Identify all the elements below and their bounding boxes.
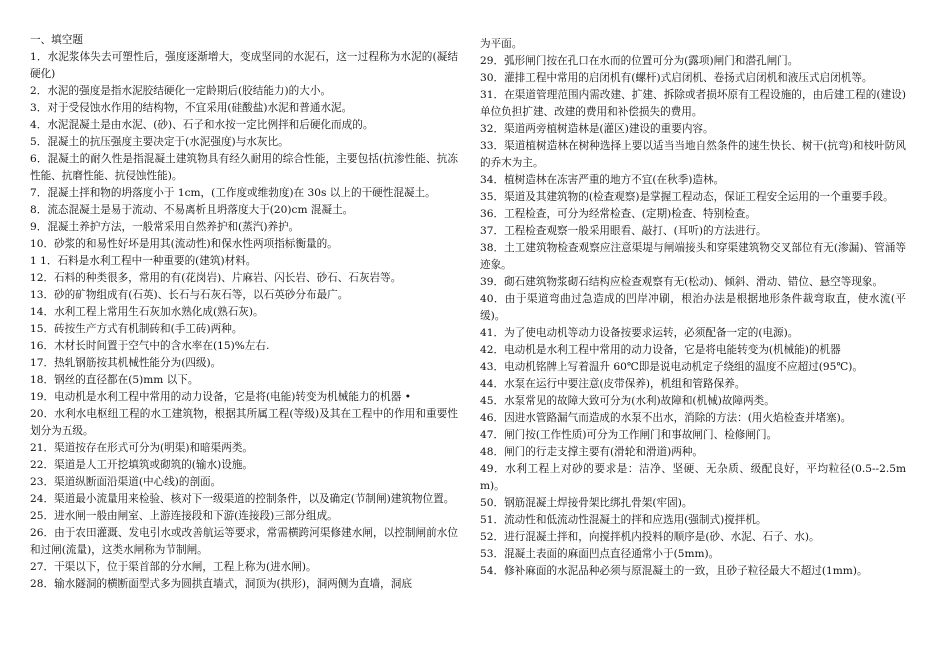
question-item: 20．水利水电枢纽工程的水工建筑物，根据其所属工程(等级)及其在工程中的作用和重要性划分为五级。 xyxy=(30,408,458,437)
question-item: 44．水泵在运行中要注意(皮带保养)，机组和管路保养。 xyxy=(480,378,746,390)
question-item: 5．混凝土的抗压强度主要决定于(水泥强度)与水灰比。 xyxy=(30,136,289,148)
question-item: 29．弧形闸门按在孔口在水而的位置可分为(露项)闸门和潜孔闸门。 xyxy=(480,55,799,67)
question-item: 39．砌石建筑物浆砌石结构应检查观察有无(松动)、倾斜、滑动、错位、悬空等现象。 xyxy=(480,276,884,288)
question-item: 35．渠道及其建筑物的(检查观察)是掌握工程动态，保证工程安全运用的一个重要手段。 xyxy=(480,191,894,203)
question-item: 10．砂浆的和易性好坏是用其(流动性)和保水性两项指标衡量的。 xyxy=(30,238,338,250)
question-item: 13．砂的矿物组成有(石英)、长石与石灰石等，以石英砂分布最广。 xyxy=(30,289,349,301)
question-item: 2．水泥的强度是指水泥胶结硬化一定龄期后(胶结能力)的大小。 xyxy=(30,85,332,97)
question-item: 32．渠道两旁植树造林是(灌区)建设的重要内容。 xyxy=(480,123,714,135)
question-item: 34．植树造林在冻害严重的地方不宜(在秋季)造林。 xyxy=(480,174,725,186)
question-item: 47．闸门按(工作性质)可分为工作闸门和事故闸门、检修闸门。 xyxy=(480,429,778,441)
question-item: 53．混凝土表面的麻面凹点直径通常小于(5mm)。 xyxy=(480,548,720,560)
left-item-list xyxy=(30,49,458,593)
question-item: 26．由于农田灌溉、发电引水或改善航运等要求，常需横跨河渠修建水闸，以控制闸前水位和过闸(流量)，这类水闸称为节制闸。 xyxy=(30,527,458,556)
left-column xyxy=(30,32,458,593)
question-item: 24．渠道最小流量用来检验、核对下一级渠道的控制条件，以及确定(节制闸)建筑物位置。 xyxy=(30,493,455,505)
question-item: 6．混凝土的耐久性是指混凝土建筑物具有经久耐用的综合性能，主要包括(抗渗性能、抗冻性能、抗磨性能、抗侵蚀性能)。 xyxy=(30,153,458,182)
question-item: 38．土工建筑物检查观察应注意渠堤与闸端接头和穿渠建筑物交叉部位有无(渗漏)、管涌等迹象。 xyxy=(480,242,906,271)
question-item: 17．热轧钢筋按其机械性能分为(四级)。 xyxy=(30,357,222,369)
question-item: 51．流动性和低流动性混凝土的拌和应选用(强制式)搅拌机。 xyxy=(480,514,767,526)
question-item: 52．进行混凝土拌和，向搅拌机内投料的顺序是(砂、水泥、石子、水)。 xyxy=(480,531,820,543)
question-item: 37．工程检查观察一般采用眼看、敲打、(耳听)的方法进行。 xyxy=(480,225,767,237)
question-item: 36．工程检查，可分为经常检查、(定期)检查、特别检查。 xyxy=(480,208,756,220)
question-item: 22．渠道是人工开挖填筑或砌筑的(输水)设施。 xyxy=(30,459,254,471)
question-item: 16．木材长时间置于空气中的含水率在(15)%左右. xyxy=(30,340,270,352)
question-item: 14．水利工程上常用生石灰加水熟化成(熟石灰)。 xyxy=(30,306,264,318)
question-item: 33．渠道植树造林在树种选择上要以适当当地自然条件的速生快长、树干(抗弯)和枝叶防风的乔木为主。 xyxy=(480,140,906,169)
question-item: 48．闸门的行走支撑主要有(滑轮和滑道)两种。 xyxy=(480,446,704,458)
question-item: 31．在渠道管理范围内需改建、扩建、拆除或者损坏原有工程设施的，由后建工程的(建设)单位负担扩建、改建的费用和补偿损失的费用。 xyxy=(480,89,906,118)
question-item: 19．电动机是水利工程中常用的动力设备，它是将(电能)转变为机械能力的机器 • xyxy=(30,391,411,403)
question-item: 1．水泥浆体失去可塑性后，强度逐渐增大，变成坚同的水泥石，这一过程称为水泥的(凝结硬化) xyxy=(30,51,458,80)
question-item: 25．进水闸一般由闸室、上游连接段和下游(连接段)三部分组成。 xyxy=(30,510,338,522)
question-item: 27．干渠以下，位于渠首部的分水闸，工程上称为(进水闸)。 xyxy=(30,561,317,573)
question-item: 42．电动机是水利工程中常用的动力设备，它是将电能转变为(机械能)的机器 xyxy=(480,344,841,356)
question-item: 54．修补麻面的水泥品种必须与原混凝土的一致，且砂子粒径最大不超过(1mm)。 xyxy=(480,565,868,577)
question-item: 45．水泵常见的故障大致可分为(水利)故障和(机械)故障两类。 xyxy=(480,395,775,407)
question-item: 3．对于受侵蚀水作用的结构物，不宜采用(硅酸盐)水泥和普通水泥。 xyxy=(30,102,353,114)
right-column xyxy=(480,36,906,580)
question-item: 46．因进水管路漏气而造成的水泵不出水，消除的方法：(用火焰检查并堵塞)。 xyxy=(480,412,852,424)
question-item: 12．石料的种类很多，常用的有(花岗岩)、片麻岩、闪长岩、砂石、石灰岩等。 xyxy=(30,272,402,284)
question-item: 30．灌排工程中常用的启闭机有(螺杆)式启闭机、卷扬式启闭机和液压式启闭机等。 xyxy=(480,72,873,84)
question-item: 7．混凝土拌和物的坍落度小于 1cm，(工作度或维勃度)在 30s 以上的干硬性混凝土。 xyxy=(30,187,436,199)
question-item: 50．钢筋混凝土焊接骨架比绑扎骨架(牢固)。 xyxy=(480,497,693,509)
question-item: 15．砖按生产方式有机制砖和(手工砖)两种。 xyxy=(30,323,243,335)
question-item: 8．流态混凝土是易于流动、不易离析且坍落度大于(20)cm 混凝土。 xyxy=(30,204,354,216)
question-item: 为平面。 xyxy=(480,38,523,50)
right-item-list xyxy=(480,36,906,580)
question-item: 49．水利工程上对砂的要求是：洁净、坚硬、无杂质、级配良好，平均粒径(0.5--2.5mm)。 xyxy=(480,463,906,492)
question-item: 18．钢丝的直径都在(5)mm 以下。 xyxy=(30,374,199,386)
section-heading: 一、填空题 xyxy=(30,34,83,46)
question-item: 28．输水隧洞的横断面型式多为圆拱直墙式，洞顶为(拱形)，洞两侧为直墙，洞底 xyxy=(30,578,412,590)
question-item: 40．由于渠道弯曲过急造成的凹岸冲刷，根治办法是根据地形条件裁弯取直，使水流(平缓)。 xyxy=(480,293,906,322)
question-item: 9．混凝土养护方法，一般常采用自然养护和(蒸汽)养护。 xyxy=(30,221,300,233)
question-item: 43．电动机铭牌上写着温升 60℃即是说电动机定子绕组的温度不应超过(95℃)。 xyxy=(480,361,863,373)
question-item: 21．渠道按存在形式可分为(明渠)和暗渠两类。 xyxy=(30,442,254,454)
question-item: 23．渠道纵断面沿渠道(中心线)的剖面。 xyxy=(30,476,222,488)
question-item: 41．为了使电动机等动力设备按要求运转，必须配备一定的(电源)。 xyxy=(480,327,799,339)
question-item: 1 1．石料是水利工程中一种重要的(建筑)材料。 xyxy=(30,255,257,267)
question-item: 4．水泥混凝土是由水泥、(砂)、石子和水按一定比例拌和后硬化而成的。 xyxy=(30,119,374,131)
